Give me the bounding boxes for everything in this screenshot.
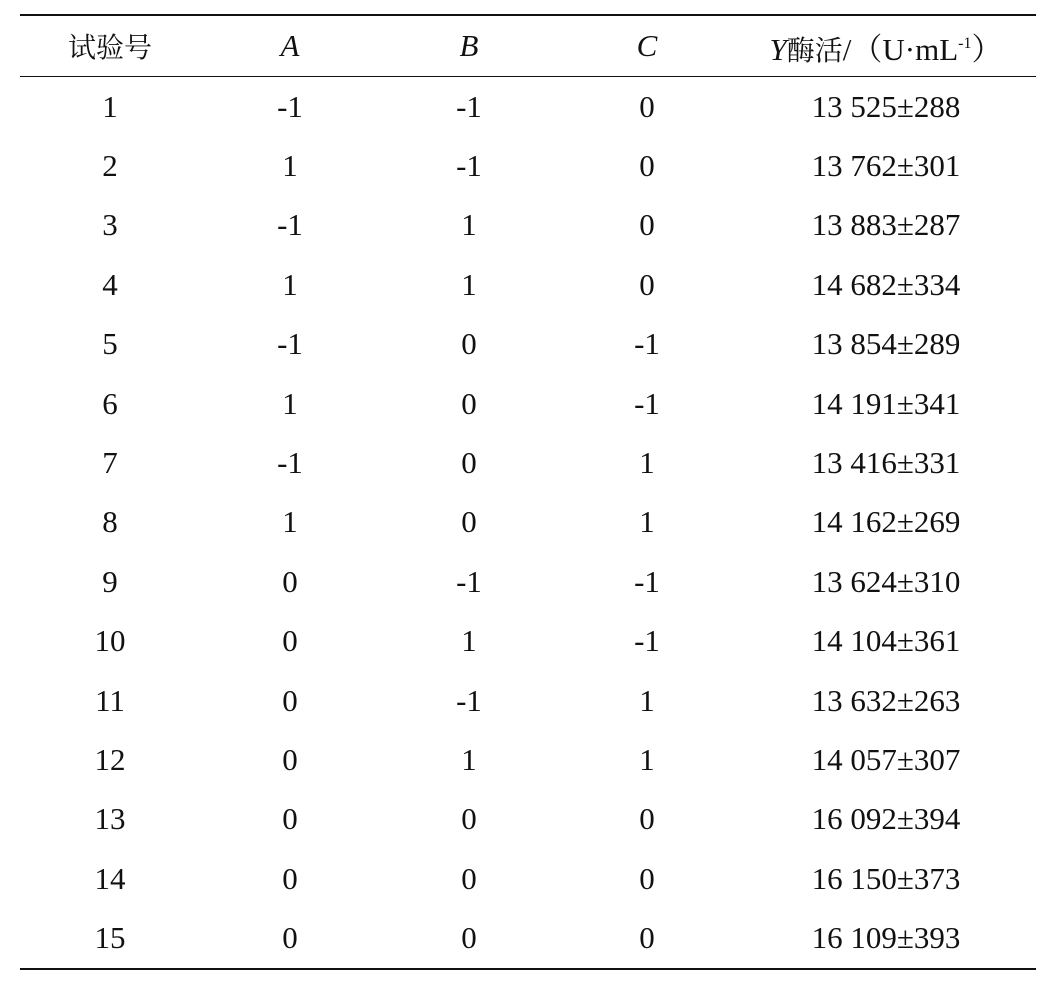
cell-factor-b: 1 [461,207,477,243]
table-row [20,908,1036,968]
cell-trial-number: 8 [102,504,118,540]
cell-factor-a: 0 [282,682,298,718]
cell-factor-b: 0 [461,920,477,956]
cell-enzyme-activity: 13 762±301 [811,148,961,184]
table-row [20,433,1036,492]
cell-factor-a: 0 [282,741,298,777]
cell-factor-b: 0 [461,801,477,837]
cell-trial-number: 7 [102,445,118,481]
cell-factor-b: 1 [461,623,477,659]
cell-factor-a: 1 [282,148,298,184]
header-factor-c: C [636,28,658,63]
cell-enzyme-activity: 16 109±393 [811,920,961,956]
cell-enzyme-activity: 14 162±269 [811,504,961,540]
table-row [20,552,1036,611]
header-enzyme-activity [736,15,1036,77]
cell-trial-number: 2 [102,148,118,184]
cell-enzyme-activity: 14 191±341 [811,385,961,421]
cell-trial-number: 1 [102,88,118,124]
cell-factor-b: 0 [461,385,477,421]
cell-factor-a: 1 [282,266,298,302]
cell-factor-a: -1 [277,445,303,481]
table-row [20,196,1036,255]
cell-enzyme-activity: 13 883±287 [811,207,961,243]
cell-factor-c: 0 [639,148,655,184]
table-row [20,77,1036,137]
cell-enzyme-activity: 14 104±361 [811,623,961,659]
table-row [20,374,1036,433]
table-row [20,315,1036,374]
cell-factor-a: 1 [282,504,298,540]
cell-factor-c: 1 [639,741,655,777]
cell-factor-c: 0 [639,88,655,124]
cell-factor-c: 0 [639,920,655,956]
cell-enzyme-activity: 13 416±331 [811,445,961,481]
cell-factor-c: 1 [639,504,655,540]
cell-factor-c: -1 [634,563,660,599]
cell-trial-number: 4 [102,266,118,302]
cell-factor-c: 0 [639,860,655,896]
cell-enzyme-activity: 13 624±310 [811,563,961,599]
header-y-unit-exponent: -1 [958,34,972,52]
cell-enzyme-activity: 14 057±307 [811,741,961,777]
cell-factor-b: 1 [461,741,477,777]
cell-trial-number: 3 [102,207,118,243]
table-row [20,790,1036,849]
cell-factor-b: 0 [461,445,477,481]
table-row [20,730,1036,789]
cell-trial-number: 12 [94,741,126,777]
table-row [20,849,1036,908]
cell-trial-number: 11 [95,682,125,718]
cell-trial-number: 13 [94,801,126,837]
cell-enzyme-activity: 13 854±289 [811,326,961,362]
table-row [20,136,1036,195]
cell-factor-a: -1 [277,326,303,362]
cell-factor-c: 1 [639,682,655,718]
cell-trial-number: 6 [102,385,118,421]
cell-factor-a: 0 [282,920,298,956]
cell-factor-b: -1 [456,682,482,718]
header-factor-b: B [459,28,479,63]
cell-trial-number: 10 [94,623,126,659]
table-row [20,255,1036,314]
cell-factor-a: 0 [282,801,298,837]
header-y-name: 酶活 [786,33,843,67]
table-header [20,15,1036,77]
cell-factor-b: 1 [461,266,477,302]
header-row [20,15,1036,77]
header-y-unit-suffix: ） [971,31,1003,67]
cell-factor-c: -1 [634,326,660,362]
cell-factor-b: 0 [461,504,477,540]
table-row [20,493,1036,552]
header-y-symbol: Y [769,31,787,67]
header-trial-number: 试验号 [67,31,152,64]
cell-enzyme-activity: 16 092±394 [811,801,961,837]
design-results-table-container [20,14,1036,970]
cell-factor-a: -1 [277,207,303,243]
cell-factor-c: -1 [634,623,660,659]
table-row [20,612,1036,671]
header-y-unit-prefix: /（U·mL [842,31,959,67]
cell-factor-c: 0 [639,266,655,302]
cell-factor-b: -1 [456,563,482,599]
cell-factor-a: 0 [282,563,298,599]
header-factor-a: A [280,28,300,63]
cell-trial-number: 9 [102,563,118,599]
table-body [20,77,1036,969]
cell-factor-b: 0 [461,326,477,362]
cell-enzyme-activity: 14 682±334 [811,266,961,302]
cell-enzyme-activity: 13 525±288 [811,88,961,124]
design-results-table [20,14,1036,970]
cell-trial-number: 15 [94,920,126,956]
cell-factor-b: -1 [456,88,482,124]
cell-enzyme-activity: 16 150±373 [811,860,961,896]
cell-factor-b: -1 [456,148,482,184]
cell-enzyme-activity: 13 632±263 [811,682,961,718]
cell-factor-c: -1 [634,385,660,421]
cell-factor-c: 1 [639,445,655,481]
cell-factor-b: 0 [461,860,477,896]
cell-trial-number: 14 [94,860,126,896]
cell-factor-c: 0 [639,207,655,243]
cell-factor-c: 0 [639,801,655,837]
cell-factor-a: 1 [282,385,298,421]
table-row [20,671,1036,730]
cell-trial-number: 5 [102,326,118,362]
cell-factor-a: 0 [282,860,298,896]
cell-factor-a: 0 [282,623,298,659]
cell-factor-a: -1 [277,88,303,124]
